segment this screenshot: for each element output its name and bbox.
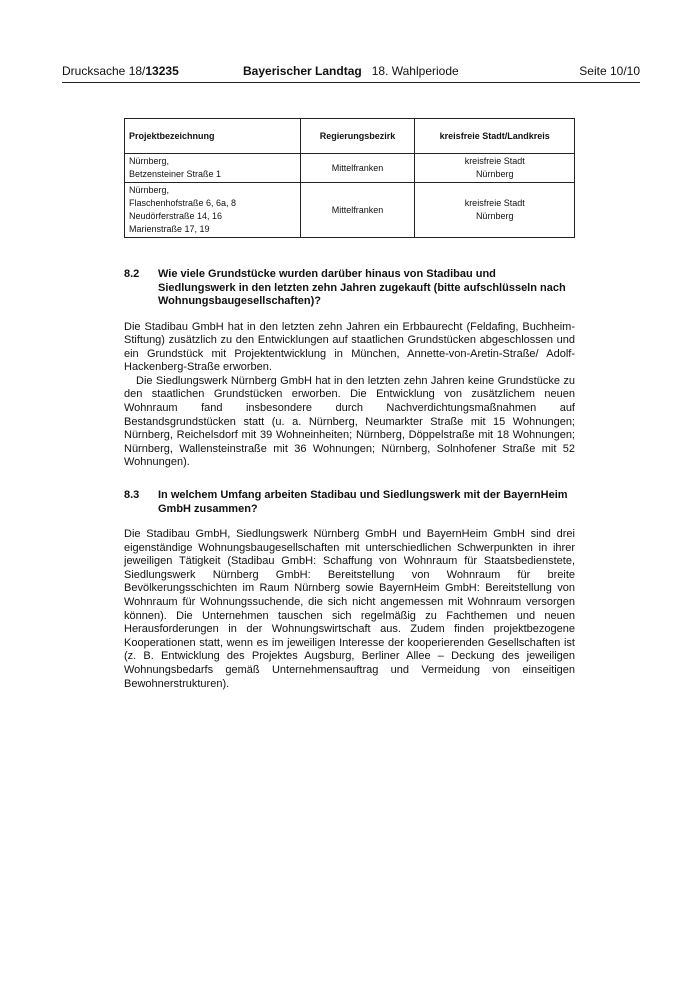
page-number: Seite 10/10 xyxy=(579,64,640,78)
page-header xyxy=(62,64,640,82)
city-cell: kreisfreie Stadt Nürnberg xyxy=(415,183,575,238)
table-row xyxy=(125,183,575,238)
question xyxy=(124,489,575,516)
institution-name: Bayerischer Landtag xyxy=(243,64,362,78)
table-header-row xyxy=(125,119,575,154)
answer-paragraph: Die Stadibau GmbH hat in den letzten zehn Jahren ein Erbbaurecht (Feldafing, Buchheim-Stiftung) zusätzlich zu den Entwicklungen auf staatlichen Grundstücken abgeschlossen und ein Grundstück mit Projektentwicklung in München, Annette-von-Aretin-Straße/ Adolf-Hackenberg-Straße erworben. xyxy=(124,320,575,374)
table-row xyxy=(125,154,575,183)
drucksache-label: Drucksache 18/13235 xyxy=(62,64,179,78)
legislative-period: 18. Wahlperiode xyxy=(371,64,459,78)
question-number: 8.2 xyxy=(124,268,140,280)
column-header: Projektbezeichnung xyxy=(125,119,301,154)
project-table xyxy=(124,118,575,238)
district-cell: Mittelfranken xyxy=(300,183,415,238)
answer xyxy=(124,321,575,471)
answer-paragraph: Die Stadibau GmbH, Siedlungswerk Nürnberg GmbH und BayernHeim GmbH sind drei eigenständige Wohnungsbaugesellschaften mit unterschiedlichen Schwerpunkten in ihrer jeweiligen Tätigkeit (Stadibau GmbH: Schaffung von Wohnraum für Staatsbedienstete, Siedlungswerk Nürnberg GmbH: Bereitstellung von Wohnraum für breite Bevölkerungsschichten im Raum Nürnberg sowie BayernHeim GmbH: Bereitstellung von Wohnraum für Wohnungssuchende, die sich nicht angemessen mit Wohnraum versorgen können). Die Unternehmen tauschen sich regelmäßig zu Fachthemen und neuen Herausforderungen in der Wohnungswirtschaft aus. Zudem finden projektbezogene Kooperationen statt, wenn es im jeweiligen Interesse der kooperierenden Gesellschaften ist (z. B. Entwicklung des Projektes Augsburg, Berliner Allee – Deckung des jeweiligen Wohnungsbedarfs gemäß Unternehmensauftrag und Vermeidung von einseitigen Bewohnerstrukturen). xyxy=(124,528,575,690)
question-number: 8.3 xyxy=(124,489,140,501)
district-cell: Mittelfranken xyxy=(300,154,415,183)
question-text: In welchem Umfang arbeiten Stadibau und Siedlungswerk mit der BayernHeim GmbH zusammen? xyxy=(158,489,568,515)
answer-paragraph: Die Siedlungswerk Nürnberg GmbH hat in den letzten zehn Jahren keine Grundstücke zu den staatlichen Grundstücken erworben. Die Entwicklung von zusätzlichem neuen Wohnraum fand insbesondere durch Nachverdichtungsmaßnahmen auf Bestandsgrundstücken statt (u. a. Nürnberg, Neumarkter Straße mit 15 Wohnungen; Nürnberg, Reichelsdorf mit 39 Wohneinheiten; Nürnberg, Döppelstraße mit 18 Wohnungen; Nürnberg, Wallensteinstraße mit 36 Wohnungen; Nürnberg, Solnhofener Straße mit 52 Wohnungen). xyxy=(124,374,575,469)
question-text: Wie viele Grundstücke wurden darüber hinaus von Stadibau und Siedlungswerk in den letzten zehn Jahren zugekauft (bitte aufschlüsseln nach Wohnungsbaugesellschaften)? xyxy=(158,268,566,307)
drucksache-number: 13235 xyxy=(145,64,179,78)
section-8-2 xyxy=(124,268,575,470)
project-cell: Nürnberg, Flaschenhofstraße 6, 6a, 8 Neudörferstraße 14, 16 Marienstraße 17, 19 xyxy=(125,183,301,238)
question xyxy=(124,268,575,309)
header-rule xyxy=(62,82,640,83)
project-cell: Nürnberg, Betzensteiner Straße 1 xyxy=(125,154,301,183)
column-header: Regierungsbezirk xyxy=(300,119,415,154)
column-header: kreisfreie Stadt/Landkreis xyxy=(415,119,575,154)
city-cell: kreisfreie Stadt Nürnberg xyxy=(415,154,575,183)
answer xyxy=(124,528,575,691)
section-8-3 xyxy=(124,489,575,691)
header-center xyxy=(243,64,459,78)
